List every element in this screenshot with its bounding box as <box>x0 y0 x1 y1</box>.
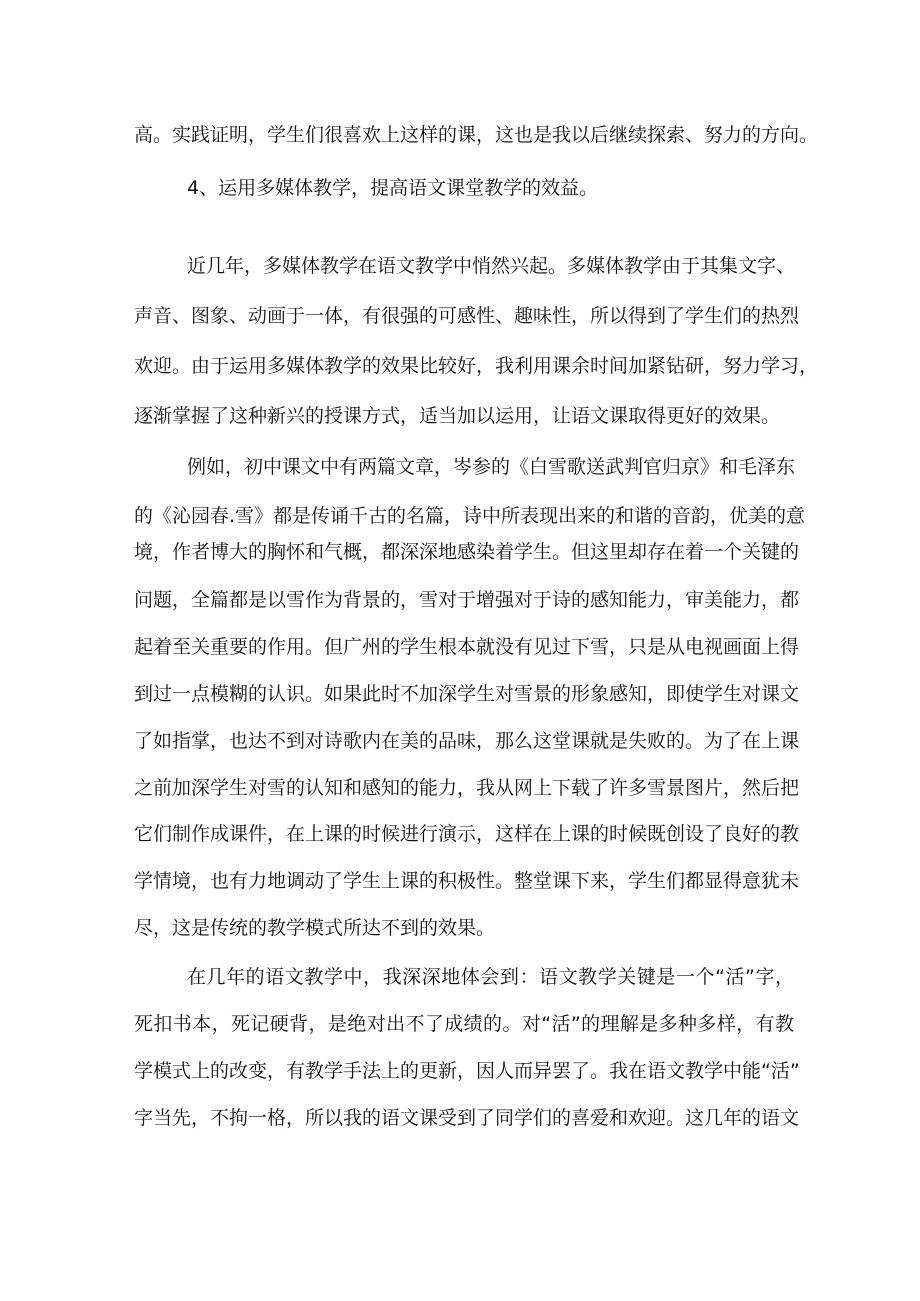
text-line: 的《沁园春.雪》都是传诵千古的名篇，诗中所表现出来的和谐的音韵，优美的意 <box>134 505 806 527</box>
text-line: 学情境，也有力地调动了学生上课的积极性。整堂课下来，学生们都显得意犹未 <box>134 870 800 892</box>
text-line: 例如，初中课文中有两篇文章，岑参的《白雪歌送武判官归京》和毛泽东 <box>187 456 796 478</box>
text-line: 了如指掌，也达不到对诗歌内在美的品味，那么这堂课就是失败的。为了在上课 <box>134 730 800 752</box>
text-line: 之前加深学生对雪的认知和感知的能力，我从网上下载了许多雪景图片，然后把 <box>134 777 800 799</box>
text-line: 在几年的语文教学中，我深深地体会到：语文教学关键是一个“活”字， <box>187 966 794 988</box>
text-line: 声音、图象、动画于一体，有很强的可感性、趣味性，所以得到了学生们的热烈 <box>134 305 800 327</box>
text-line: 字当先，不拘一格，所以我的语文课受到了同学们的喜爱和欢迎。这几年的语文 <box>134 1107 800 1129</box>
text-line: 尽，这是传统的教学模式所达不到的效果。 <box>134 917 496 939</box>
text-line: 境，作者博大的胸怀和气概，都深深地感染着学生。但这里却存在着一个关键的 <box>134 541 800 563</box>
text-line: 学模式上的改变，有教学手法上的更新，因人而异罢了。我在语文教学中能“活” <box>134 1060 800 1082</box>
text-line: 逐渐掌握了这种新兴的授课方式，适当加以运用，让语文课取得更好的效果。 <box>134 405 781 427</box>
text-line: 起着至关重要的作用。但广州的学生根本就没有见过下雪，只是从电视画面上得 <box>134 636 800 658</box>
section-heading: 4、运用多媒体教学，提高语文课堂教学的效益。 <box>187 177 599 199</box>
text-line: 近几年，多媒体教学在语文教学中悄然兴起。多媒体教学由于其集文字、 <box>187 255 796 277</box>
text-line: 到过一点模糊的认识。如果此时不加深学生对雪景的形象感知，即使学生对课文 <box>134 683 800 705</box>
text-line: 高。实践证明，学生们很喜欢上这样的课，这也是我以后继续探索、努力的方向。 <box>134 124 819 146</box>
text-line: 它们制作成课件，在上课的时候进行演示，这样在上课的时候既创设了良好的教 <box>134 823 800 845</box>
text-line: 死扣书本，死记硬背，是绝对出不了成绩的。对“活”的理解是多种多样，有教 <box>134 1013 794 1035</box>
text-line: 欢迎。由于运用多媒体教学的效果比较好，我利用课余时间加紧钻研，努力学习， <box>134 355 819 377</box>
text-line: 问题，全篇都是以雪作为背景的，雪对于增强对于诗的感知能力，审美能力，都 <box>134 589 800 611</box>
